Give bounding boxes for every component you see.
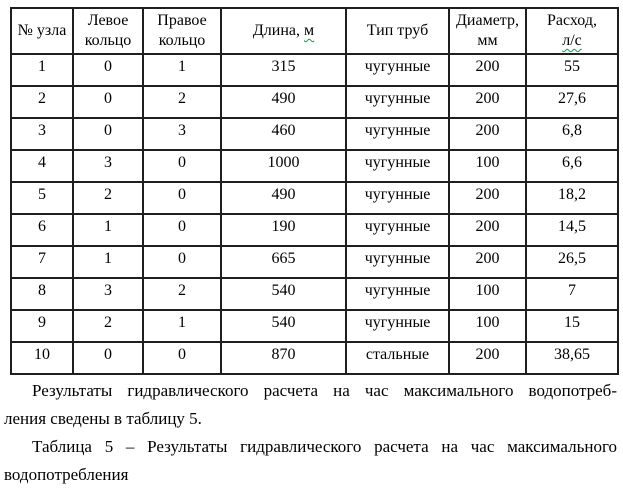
header-text: Правое [157,12,207,29]
table-row [11,342,618,374]
table-cell: 4 [11,150,73,182]
table-cell: 490 [221,86,346,118]
header-text: Длина, [252,22,304,39]
table-row [11,246,618,278]
table-cell: 200 [449,86,526,118]
table-cell: чугунные [346,246,449,278]
header-line [12,21,72,41]
header-line [527,11,617,31]
document-page [0,7,623,489]
table-row [11,150,618,182]
table-row [11,310,618,342]
hydraulic-network-table [10,7,619,375]
table-cell: 460 [221,118,346,150]
table-cell: 100 [449,278,526,310]
table-cell: 190 [221,214,346,246]
header-line [74,31,142,51]
header-line [527,31,617,51]
table-cell: 315 [221,54,346,86]
header-line [144,11,220,31]
table-cell: 27,6 [526,86,618,118]
header-line [74,11,142,31]
table-row [11,54,618,86]
table-row [11,214,618,246]
column-header-pipe-type [346,8,449,54]
column-header-right-ring [143,8,221,54]
header-text: мм [477,32,498,49]
table-cell: 2 [73,182,143,214]
table-cell: 0 [73,86,143,118]
header-line [144,31,220,51]
header-text: Левое [87,12,129,29]
header-line [222,21,345,41]
table-cell: 200 [449,214,526,246]
table-cell: 18,2 [526,182,618,214]
table-cell: 0 [143,182,221,214]
table-cell: стальные [346,342,449,374]
paragraph-line: Таблица 5 – Результаты гидравлического расчета на час максимального [32,437,617,456]
table-cell: 7 [11,246,73,278]
table-cell: 0 [143,246,221,278]
table-row [11,118,618,150]
table-cell: 2 [73,310,143,342]
table-cell: 3 [143,118,221,150]
table-cell: 1000 [221,150,346,182]
table-cell: чугунные [346,182,449,214]
header-text: кольцо [158,32,206,49]
table-cell: чугунные [346,54,449,86]
table-cell: 200 [449,246,526,278]
column-header-flow-rate [526,8,618,54]
spellcheck-wavy-underline: м [304,22,315,39]
table-cell: 2 [143,86,221,118]
table-cell: 9 [11,310,73,342]
table-cell: 1 [11,54,73,86]
table-cell: 55 [526,54,618,86]
table-cell: 665 [221,246,346,278]
paragraph-line: Результаты гидравлического расчета на час максимального водопотреб- [32,381,617,400]
table-cell: 6,6 [526,150,618,182]
table-cell: 200 [449,182,526,214]
column-header-length [221,8,346,54]
table-cell: 5 [11,182,73,214]
table-cell: 6 [11,214,73,246]
header-line [347,21,448,41]
table-cell: 0 [73,342,143,374]
header-text: кольцо [84,32,132,49]
spellcheck-wavy-underline: л/с [562,32,582,49]
table-cell: 490 [221,182,346,214]
table-cell: 2 [143,278,221,310]
header-line [450,11,525,31]
table-cell: 1 [73,214,143,246]
table-cell: 15 [526,310,618,342]
table-cell: 540 [221,278,346,310]
table-cell: чугунные [346,278,449,310]
table-cell: 100 [449,310,526,342]
table-cell: 0 [73,54,143,86]
table-cell: чугунные [346,214,449,246]
table-cell: 0 [73,118,143,150]
table-cell: 38,65 [526,342,618,374]
column-header-left-ring [73,8,143,54]
table-head [11,8,618,54]
table-body [11,54,618,374]
table-cell: чугунные [346,86,449,118]
table-cell: 200 [449,342,526,374]
table-cell: 200 [449,54,526,86]
table-row [11,182,618,214]
table-cell: чугунные [346,310,449,342]
table-cell: 100 [449,150,526,182]
table-cell: 6,8 [526,118,618,150]
table-cell: 1 [143,310,221,342]
body-text [4,377,617,489]
paragraph-line: ления сведены в таблицу 5. [4,409,202,428]
table-cell: 540 [221,310,346,342]
table-cell: 3 [73,278,143,310]
table-cell: чугунные [346,118,449,150]
table-cell: 2 [11,86,73,118]
table-cell: 870 [221,342,346,374]
table-cell: 0 [143,342,221,374]
table-cell: чугунные [346,150,449,182]
table-cell: 1 [73,246,143,278]
table-cell: 26,5 [526,246,618,278]
table-cell: 0 [143,150,221,182]
header-text: № узла [17,22,67,39]
table-cell: 0 [143,214,221,246]
paragraph-line: водопотребления [4,465,129,484]
table-cell: 8 [11,278,73,310]
column-header-node-number [11,8,73,54]
column-header-diameter [449,8,526,54]
table-row [11,86,618,118]
header-text: Расход, [547,12,597,29]
header-row [11,8,618,54]
header-text: Диаметр, [456,12,519,29]
header-line [450,31,525,51]
table-cell: 3 [11,118,73,150]
table-cell: 1 [143,54,221,86]
header-text: Тип труб [366,22,429,39]
table-cell: 200 [449,118,526,150]
table-cell: 10 [11,342,73,374]
table-row [11,278,618,310]
table-cell: 7 [526,278,618,310]
table-cell: 3 [73,150,143,182]
table-cell: 14,5 [526,214,618,246]
